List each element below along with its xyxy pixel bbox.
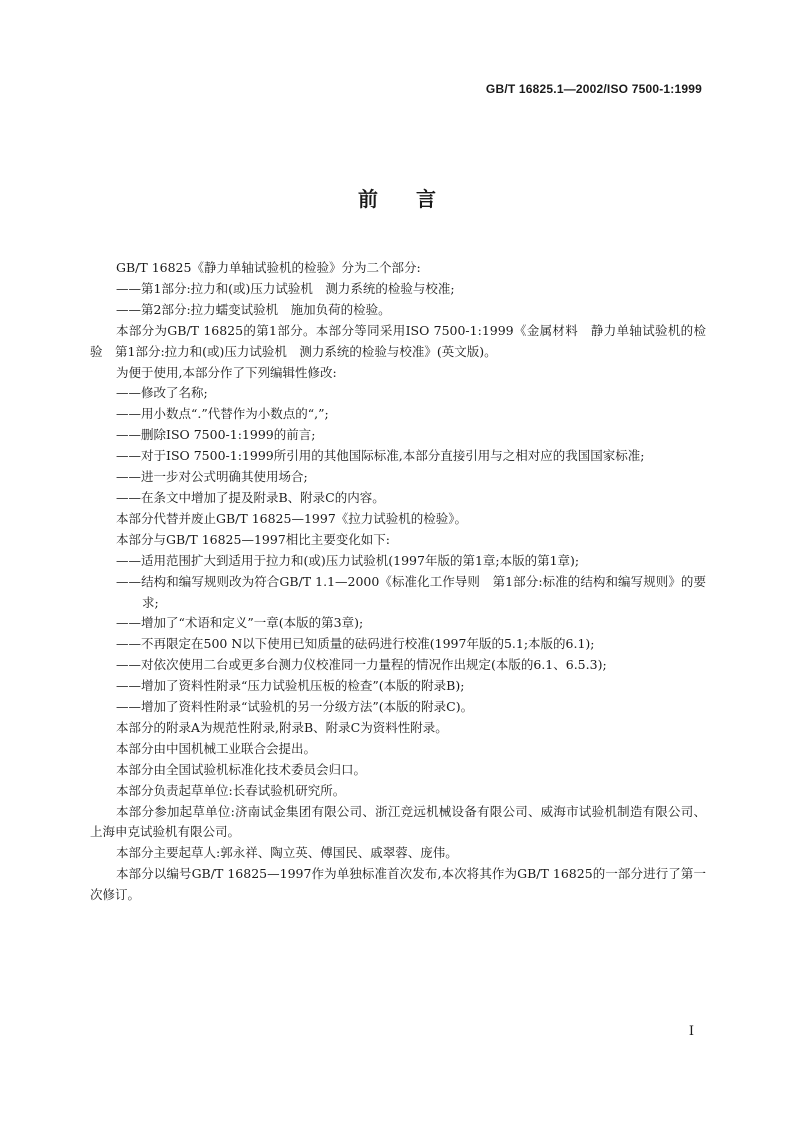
list-item: ——结构和编写规则改为符合GB/T 1.1—2000《标准化工作导则 第1部分:标准的结构和编写规则》的要求;: [116, 573, 706, 610]
paragraph: 本部分与GB/T 16825—1997相比主要变化如下:: [116, 531, 390, 547]
paragraph: 本部分为GB/T 16825的第1部分。本部分等同采用ISO 7500-1:1999《金属材料 静力单轴试验机的检验 第1部分:拉力和(或)压力试验机 测力系统的检验与校准》(英文版)。: [90, 322, 706, 359]
list-item: ——增加了资料性附录“压力试验机压板的检查”(本版的附录B);: [116, 678, 465, 694]
paragraph: 本部分以编号GB/T 16825—1997作为单独标准首次发布,本次将其作为GB/T 16825的一部分进行了第一次修订。: [90, 866, 706, 903]
list-item: ——第2部分:拉力蠕变试验机 施加负荷的检验。: [116, 301, 391, 317]
list-item: ——不再限定在500 N以下使用已知质量的砝码进行校准(1997年版的5.1;本版的6.1);: [116, 636, 595, 652]
page-number: I: [688, 1024, 694, 1039]
list-item: ——在条文中增加了提及附录B、附录C的内容。: [116, 489, 385, 505]
list-item: ——增加了资料性附录“试验机的另一分级方法”(本版的附录C)。: [116, 699, 474, 715]
list-item: ——第1部分:拉力和(或)压力试验机 测力系统的检验与校准;: [116, 280, 455, 296]
list-item: ——适用范围扩大到适用于拉力和(或)压力试验机(1997年版的第1章;本版的第1章);: [116, 552, 580, 568]
list-item: ——删除ISO 7500-1:1999的前言;: [116, 427, 316, 443]
paragraph: 本部分参加起草单位:济南试金集团有限公司、浙江竞远机械设备有限公司、威海市试验机制造有限公司、上海申克试验机有限公司。: [90, 803, 706, 840]
paragraph: 本部分的附录A为规范性附录,附录B、附录C为资料性附录。: [116, 719, 448, 735]
list-item: ——修改了名称;: [116, 385, 208, 401]
paragraph: GB/T 16825《静力单轴试验机的检验》分为二个部分:: [116, 260, 421, 275]
list-item: ——进一步对公式明确其使用场合;: [116, 469, 308, 485]
paragraph: 本部分由中国机械工业联合会提出。: [116, 740, 317, 756]
list-item: ——用小数点“.”代替作为小数点的“,”;: [116, 406, 329, 422]
paragraph: 本部分负责起草单位:长春试验机研究所。: [116, 782, 346, 798]
standard-code-header: GB/T 16825.1—2002/ISO 7500-1:1999: [485, 82, 702, 96]
list-item: ——对于ISO 7500-1:1999所引用的其他国际标准,本部分直接引用与之相对应的我国国家标准;: [116, 448, 645, 464]
paragraph: 本部分主要起草人:郭永祥、陶立英、傅国民、戚翠蓉、庞伟。: [116, 845, 458, 861]
list-item: ——对依次使用二台或更多台测力仪校准同一力量程的情况作出规定(本版的6.1、6.5.3);: [116, 657, 607, 673]
paragraph: 本部分由全国试验机标准化技术委员会归口。: [116, 761, 367, 777]
foreword-body: [90, 258, 706, 906]
paragraph: 为便于使用,本部分作了下列编辑性修改:: [116, 364, 337, 380]
page-title: 前言: [358, 187, 474, 211]
paragraph: 本部分代替并废止GB/T 16825—1997《拉力试验机的检验》。: [116, 510, 468, 526]
list-item: ——增加了“术语和定义”一章(本版的第3章);: [116, 615, 364, 631]
